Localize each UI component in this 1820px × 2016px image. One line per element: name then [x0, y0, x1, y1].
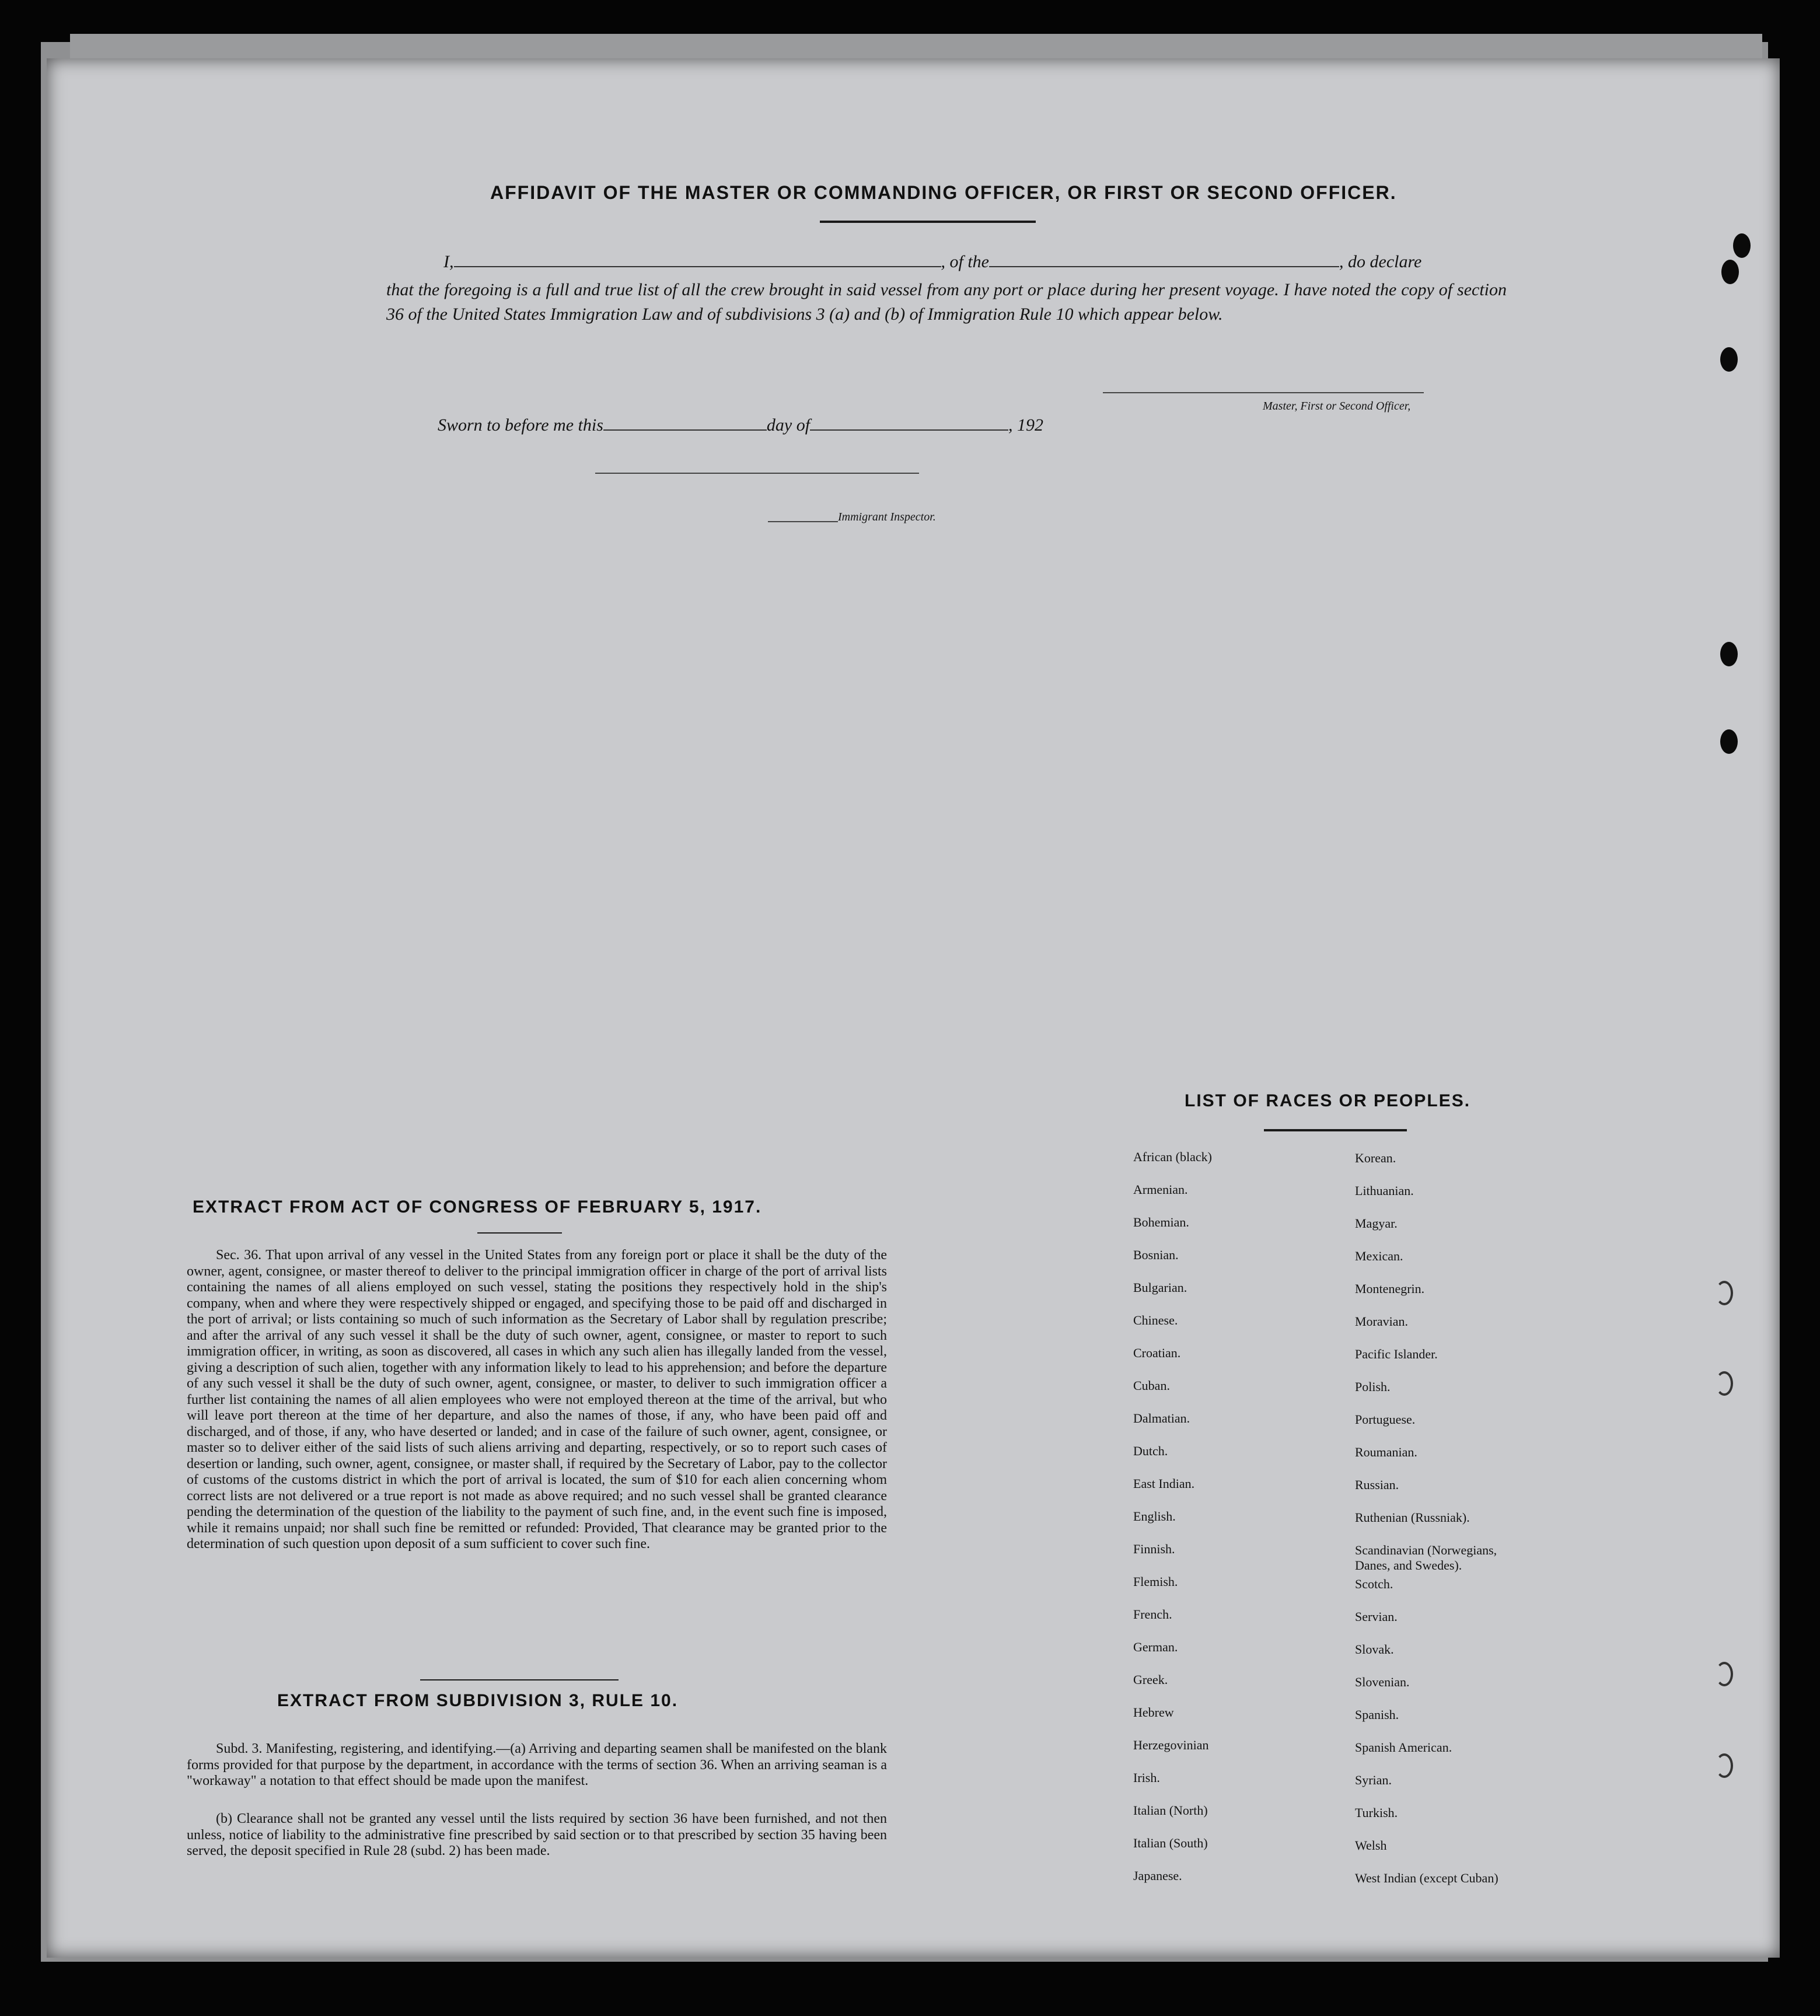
race-item: Dutch.	[1133, 1444, 1168, 1458]
vessel-blank	[989, 266, 1339, 267]
race-item: Bulgarian.	[1133, 1280, 1187, 1295]
race-item: Croatian.	[1133, 1346, 1181, 1360]
binder-hole	[1721, 260, 1739, 284]
race-item: West Indian (except Cuban)	[1355, 1871, 1498, 1885]
affidavit-title: AFFIDAVIT OF THE MASTER OR COMMANDING OFFICER, OR FIRST OR SECOND OFFICER.	[490, 182, 1397, 203]
inspector-signature-line	[595, 473, 919, 474]
race-item: Scandinavian (Norwegians, Danes, and Swedes).	[1355, 1543, 1497, 1573]
document-page	[47, 58, 1780, 1958]
day-of-label: day of	[766, 415, 811, 435]
race-item: Slovak.	[1355, 1642, 1394, 1657]
race-item: Armenian.	[1133, 1182, 1188, 1197]
sworn-label: Sworn to before me this	[438, 415, 603, 435]
race-item: Dalmatian.	[1133, 1411, 1190, 1425]
race-item: Roumanian.	[1355, 1445, 1417, 1459]
race-item: Russian.	[1355, 1477, 1399, 1492]
name-blank	[454, 266, 941, 267]
extract-rule-para-a: Subd. 3. Manifesting, registering, and identifying.—(a) Arriving and departing seamen shall be manifested on the blank forms provided for that purpose by the department, in accordance with the terms of section 36. When an arriving seaman is a "workaway" a notation to that effect should be made upon the manifest.	[187, 1741, 887, 1788]
race-item: Italian (South)	[1133, 1836, 1208, 1850]
race-item: Ruthenian (Russniak).	[1355, 1510, 1470, 1525]
race-item: Scotch.	[1355, 1577, 1393, 1591]
race-item: English.	[1133, 1509, 1176, 1524]
race-item: Chinese.	[1133, 1313, 1178, 1327]
race-item: Syrian.	[1355, 1773, 1392, 1787]
race-item: Hebrew	[1133, 1705, 1174, 1720]
race-item: Herzegovinian	[1133, 1738, 1209, 1752]
race-item: Flemish.	[1133, 1574, 1178, 1589]
race-item: Polish.	[1355, 1379, 1391, 1394]
race-item: Italian (North)	[1133, 1803, 1208, 1818]
race-item: African (black)	[1133, 1149, 1212, 1164]
race-item: Cuban.	[1133, 1378, 1170, 1393]
affidavit-title-rule	[820, 221, 1036, 223]
signature-line	[1103, 392, 1424, 393]
inspector-short-line	[768, 521, 838, 522]
binder-ring	[1716, 1662, 1733, 1686]
race-item: Spanish American.	[1355, 1740, 1452, 1755]
binder-hole	[1720, 347, 1738, 372]
race-item: Lithuanian.	[1355, 1183, 1414, 1198]
binder-ring	[1716, 1281, 1733, 1305]
affidavit-of-the-label: , of the	[941, 252, 989, 271]
affidavit-do-declare: , do declare	[1339, 252, 1422, 271]
race-item: Turkish.	[1355, 1805, 1398, 1820]
race-item: Greek.	[1133, 1672, 1168, 1687]
binder-hole	[1720, 642, 1738, 666]
race-item: Montenegrin.	[1355, 1281, 1425, 1296]
extract-rule-title: EXTRACT FROM SUBDIVISION 3, RULE 10.	[277, 1691, 679, 1710]
race-item: Moravian.	[1355, 1314, 1409, 1329]
race-item: Mexican.	[1355, 1249, 1403, 1263]
race-item: Korean.	[1355, 1151, 1396, 1165]
race-item: Japanese.	[1133, 1868, 1182, 1883]
race-item: Finnish.	[1133, 1542, 1175, 1556]
race-item: Bosnian.	[1133, 1248, 1179, 1262]
race-item: Servian.	[1355, 1609, 1398, 1624]
races-title: LIST OF RACES OR PEOPLES.	[1185, 1091, 1471, 1110]
extract-rule-para-b: (b) Clearance shall not be granted any vessel until the lists required by section 36 have been furnished, and not then unless, notice of liability to the administrative fine prescribed by said section or to that prescribed by section 35 having been served, the deposit specified in Rule 28 (subd. 2) has been made.	[187, 1811, 887, 1858]
race-item: Portuguese.	[1355, 1412, 1416, 1427]
extract-act-title: EXTRACT FROM ACT OF CONGRESS OF FEBRUARY 5, 1917.	[193, 1197, 762, 1217]
month-blank	[810, 429, 1008, 431]
race-item: Spanish.	[1355, 1707, 1399, 1722]
affidavit-i-label: I,	[443, 252, 454, 271]
affidavit-body: that the foregoing is a full and true list of all the crew brought in said vessel from any port or place during her present voyage. I have noted the copy of section 36 of the United States Immigration Law and of subdivisions 3 (a) and (b) of Immigration Rule 10 which appear below.	[386, 280, 1507, 324]
races-title-rule	[1264, 1129, 1407, 1131]
race-item: Magyar.	[1355, 1216, 1398, 1231]
race-item: Pacific Islander.	[1355, 1347, 1438, 1361]
day-blank	[603, 429, 767, 431]
race-item: Irish.	[1133, 1770, 1160, 1785]
race-item: German.	[1133, 1640, 1178, 1654]
race-item: Slovenian.	[1355, 1675, 1410, 1689]
binder-ring	[1716, 1371, 1733, 1396]
race-item: Welsh	[1355, 1838, 1387, 1853]
binder-ring	[1716, 1753, 1733, 1778]
sworn-line	[438, 415, 1043, 435]
extract-act-rule	[477, 1232, 562, 1234]
inspector-caption: Immigrant Inspector.	[838, 511, 936, 523]
binder-hole	[1733, 233, 1751, 258]
year-label: , 192	[1008, 415, 1044, 435]
race-item: French.	[1133, 1607, 1172, 1622]
affidavit-first-line	[443, 252, 1511, 272]
race-item: Bohemian.	[1133, 1215, 1189, 1229]
binder-hole	[1720, 729, 1738, 754]
race-item: East Indian.	[1133, 1476, 1195, 1491]
signature-caption: Master, First or Second Officer,	[1263, 400, 1411, 413]
extract-act-body: Sec. 36. That upon arrival of any vessel in the United States from any foreign port or place it shall be the duty of the owner, agent, consignee, or master thereof to deliver to the principal immigration officer in charge of the port of arrival lists containing the names of all aliens employed on such vessel, stating the positions they respectively hold in the ship's company, when and where they were respectively shipped or engaged, and specifying those to be paid off and discharged in the port of arrival; or lists containing so much of such information as the Secretary of Labor shall by regulation prescribe; and after the arrival of any such vessel it shall be the duty of such owner, agent, consignee, or master to report to such immigration officer, in writing, as soon as discovered, all cases in which any such alien has illegally landed from the vessel, giving a description of such alien, together with any information likely to lead to his apprehension; and before the departure of any such vessel it shall be the duty of such owner, agent, consignee, or master, to deliver to such immigration officer a further list containing the names of all alien employees who were not employed thereon at the time of the arrival, but who will leave port thereon at the time of her departure, and also the names of those, if any, who have been paid off and discharged, and of those, if any, who have deserted or landed; and in case of the failure of such owner, agent, consignee, or master so to deliver either of the said lists of such aliens arriving and departing, respectively, or so to report such cases of desertion or landing, such owner, agent, consignee, or master shall, if required by the Secretary of Labor, pay to the collector of customs of the customs district in which the port of arrival is located, the sum of $10 for each alien concerning whom correct lists are not delivered or a true report is not made as above required; and no such vessel shall be granted clearance pending the determination of the question of the liability to the payment of such fine, and, in the event such fine is imposed, while it remains unpaid; nor shall such fine be remitted or refunded: Provided, That clearance may be granted prior to the determination of such question upon deposit of a sum sufficient to cover such fine.	[187, 1248, 887, 1552]
extract-divider	[420, 1679, 619, 1680]
